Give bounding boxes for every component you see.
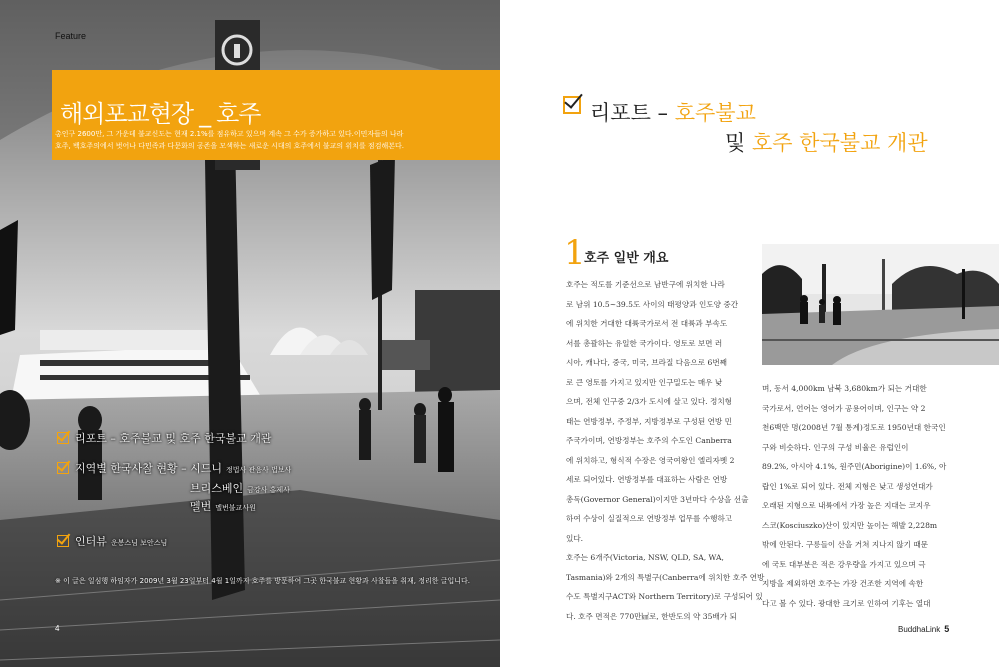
body-line: 국가로서, 언어는 영어가 공용어이며, 인구는 약 2	[762, 403, 926, 413]
body-line: 에 위치하고, 형식적 수장은 영국여왕인 엘리자벳 2	[566, 455, 735, 465]
right-page	[500, 0, 1000, 667]
toc-item-melbourne[interactable]	[190, 498, 256, 514]
body-line: 구와 비슷하다. 인구의 구성 비율은 유럽인이	[762, 442, 909, 452]
body-column-2	[762, 379, 947, 613]
toc-label: 브리스베인	[190, 482, 244, 495]
toc-item-interview[interactable]	[57, 533, 167, 549]
body-line: 천6백만 명(2008년 7월 통계)정도로 1950년대 한국인	[762, 423, 946, 432]
body-column-1	[566, 275, 765, 626]
checkbox-icon	[57, 462, 69, 474]
toc-label: 지역별 한국사찰 현황 – 시드니	[75, 462, 222, 475]
brand-name: BuddhaLink	[898, 625, 941, 634]
feature-title-sub: 호주	[216, 100, 261, 128]
body-line: 에 위치한 거대한 대륙국가로서 전 대륙과 부속도	[566, 319, 728, 328]
footnote: ※ 이 글은 일심행 하임자가 2009년 3월 23일부터 4월 1일까지 호주를 방문하여 그곳 한국불교 현황과 사찰들을 취재, 정리한 글입니다.	[55, 577, 471, 585]
toc-temples: 멜번불교사원	[215, 504, 256, 512]
report-label: 리포트 –	[590, 101, 669, 125]
toc-temples: 금강사 홍제사	[247, 486, 290, 494]
body-line: 로 남위 10.5~39.5도 사이의 태평양과 인도양 중간	[566, 299, 739, 309]
toc-label: 멜번	[190, 500, 212, 513]
page-footer	[898, 624, 949, 634]
toc-item-sydney[interactable]	[57, 460, 291, 476]
toc-label: 인터뷰	[75, 535, 107, 548]
intro-line: 호주, 백호주의에서 벗어나 다민족과 다문화의 공존을 모색하는 새로운 시대의 호주에서 불교의 위치를 점검해본다.	[55, 142, 404, 150]
body-line: 지방을 제외하면 호주는 가장 건조한 지역에 속한	[762, 579, 924, 588]
toc-label: 리포트 – 호주불교 및 호주 한국불교 개관	[75, 432, 272, 445]
body-line: 다. 호주 면적은 770만㎢로, 한반도의 약 35배가 되	[566, 611, 737, 621]
report-title-line1	[590, 97, 756, 127]
page-number-left: 4	[55, 624, 60, 633]
checkmark-icon	[563, 96, 581, 114]
checkbox-icon	[57, 432, 69, 444]
body-line: 수도 특별지구ACT와 Northern Territory)로 구성되어 있	[566, 592, 763, 601]
body-line: 으며, 전체 인구중 2/3가 도시에 살고 있다. 정치형	[566, 397, 732, 406]
feature-title-separator: _	[199, 100, 211, 128]
street-photo	[762, 244, 999, 365]
body-line: Tasmania)와 2개의 특별구(Canberra에 위치한 호주 연방	[566, 572, 765, 582]
body-line: 오래된 지형으로 내륙에서 가장 높은 지대는 코지우	[762, 501, 931, 510]
body-line: 서를 총괄하는 유일한 국가이다. 영토로 보면 러	[566, 338, 723, 348]
feature-title-main: 해외포교현장	[60, 100, 194, 128]
body-line: 호주는 적도를 기준선으로 남반구에 위치한 나라	[566, 280, 725, 289]
body-line: 로 큰 영토를 가지고 있지만 인구밀도는 매우 낮	[566, 377, 723, 387]
feature-intro	[55, 128, 495, 152]
body-line: 89.2%, 아시아 4.1%, 원주민(Aborigine)이 1.6%, 아	[762, 462, 947, 471]
body-line: 세로 되어있다. 연방정부를 대표하는 사람은 연방	[566, 475, 728, 484]
toc-item-report[interactable]	[57, 430, 272, 446]
body-line: 스코(Kosciuszko)산이 있지만 높이는 해발 2,228m	[762, 520, 938, 530]
body-line: 총독(Governor General)이지만 3년마다 수상을 선출	[566, 494, 749, 504]
body-line: 에 국토 대부분은 적은 강우량을 가지고 있으며 극	[762, 559, 926, 569]
section-number: 1	[564, 233, 586, 273]
body-line: 랍인 1%로 되어 있다. 전체 지형은 낮고 생성연대가	[762, 481, 933, 491]
body-line: 주국가이며, 연방정부는 호주의 수도인 Canberra	[566, 436, 732, 445]
body-line: 있다.	[566, 533, 584, 543]
toc-monks: 운봉스님 보안스님	[110, 539, 168, 547]
body-line: 하여 수상이 실질적으로 연방정부 업무를 수행하고	[566, 514, 733, 523]
body-line: 다고 볼 수 있다. 광대한 크기로 인하여 기후는 열대	[762, 598, 931, 608]
body-line: 호주는 6개주(Victoria, NSW, QLD, SA, WA,	[566, 553, 724, 562]
toc-temples: 정법사 관음사 법보사	[226, 466, 292, 474]
body-line: 태는 연방정부, 주정부, 지방정부로 구성된 연방 민	[566, 416, 733, 426]
report-title-emphasis: 호주 한국불교 개관	[751, 131, 928, 155]
section-label: Feature	[55, 31, 87, 41]
page-number-right: 5	[944, 624, 950, 634]
body-line: 밖에 안된다. 구릉들이 산을 거쳐 지나지 않기 때문	[762, 540, 929, 549]
report-title-emphasis: 호주불교	[674, 101, 756, 125]
checkbox-icon	[57, 535, 69, 547]
body-line: 시아, 캐나다, 중국, 미국, 브라질 다음으로 6번째	[566, 358, 728, 367]
intro-line: 총인구 2600만, 그 가운데 불교신도는 현재 2.1%를 점유하고 있으며 계속 그 수가 증가하고 있다.이민자들의 나라	[55, 130, 404, 138]
body-line: 며, 동서 4,000km 남북 3,680km가 되는 거대한	[762, 384, 927, 393]
feature-title	[60, 94, 260, 129]
section-title: 호주 일반 개요	[584, 251, 669, 266]
toc-item-brisbane[interactable]	[190, 480, 290, 496]
report-title-prefix: 및	[725, 131, 746, 155]
report-title-line2	[725, 127, 928, 157]
